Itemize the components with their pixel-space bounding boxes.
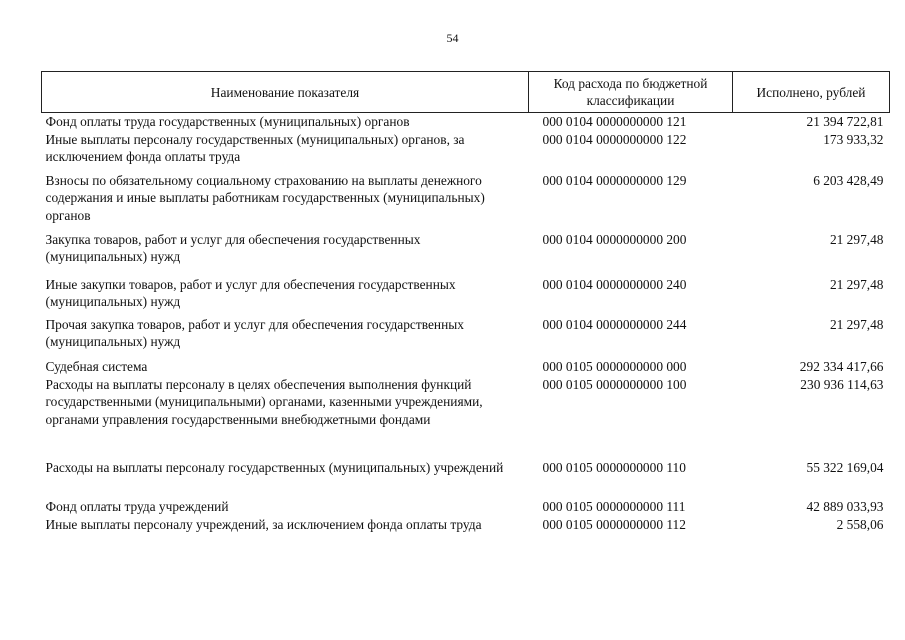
row-code: 000 0104 0000000000 240 <box>542 276 687 292</box>
row-code: 000 0105 0000000000 110 <box>542 459 686 475</box>
row-code: 000 0104 0000000000 200 <box>542 231 687 247</box>
table-row <box>42 459 890 498</box>
row-name: Взносы по обязательному социальному страхованию на выплаты денежного содержания и иные выплаты работникам государственных (муниципальных) органов <box>45 172 485 223</box>
row-name: Иные выплаты персоналу учреждений, за исключением фонда оплаты труда <box>45 516 482 532</box>
page-number: 54 <box>446 31 459 45</box>
row-amount: 21 297,48 <box>829 276 884 292</box>
row-amount: 21 394 722,81 <box>806 114 884 129</box>
row-name: Расходы на выплаты персоналу в целях обеспечения выполнения функций государственными (муниципальными) органами, казенными учреждениями, органами управления государственными внебюджетными фондами <box>45 376 483 427</box>
row-name: Судебная система <box>45 358 148 374</box>
row-name: Расходы на выплаты персоналу государственных (муниципальных) учреждений <box>45 459 504 475</box>
header-indicator-name: Наименование показателя <box>42 72 529 113</box>
row-code: 000 0105 0000000000 111 <box>542 498 686 514</box>
row-name: Прочая закупка товаров, работ и услуг для обеспечения государственных (муниципальных) нужд <box>45 316 464 349</box>
row-code: 000 0104 0000000000 244 <box>542 316 687 332</box>
table-row <box>42 358 890 376</box>
row-amount: 292 334 417,66 <box>799 358 884 374</box>
row-amount: 42 889 033,93 <box>806 498 884 514</box>
row-amount: 55 322 169,04 <box>806 459 884 475</box>
row-code: 000 0104 0000000000 122 <box>542 131 687 147</box>
row-amount: 6 203 428,49 <box>813 172 884 188</box>
row-amount: 230 936 114,63 <box>800 376 884 392</box>
header-executed-amount: Исполнено, рублей <box>733 72 890 113</box>
row-name: Иные выплаты персоналу государственных (муниципальных) органов, за исключением фонда оплаты труда <box>45 131 465 164</box>
row-code: 000 0105 0000000000 112 <box>542 516 686 532</box>
table-header-row <box>42 72 890 113</box>
row-name: Иные закупки товаров, работ и услуг для обеспечения государственных (муниципальных) нужд <box>45 276 456 309</box>
row-code: 000 0104 0000000000 121 <box>542 114 687 129</box>
table-row <box>42 131 890 172</box>
table-row <box>42 516 890 552</box>
table-row <box>42 376 890 459</box>
row-amount: 173 933,32 <box>823 131 884 147</box>
row-amount: 21 297,48 <box>829 316 884 332</box>
row-name: Фонд оплаты труда государственных (муниципальных) органов <box>45 114 410 129</box>
row-amount: 2 558,06 <box>836 516 884 532</box>
table-row <box>42 231 890 276</box>
header-budget-code: Код расхода по бюджетной классификации <box>529 72 733 113</box>
table-row <box>42 276 890 316</box>
row-name: Фонд оплаты труда учреждений <box>45 498 229 514</box>
table-row <box>42 172 890 231</box>
row-code: 000 0105 0000000000 100 <box>542 376 687 392</box>
row-code: 000 0105 0000000000 000 <box>542 358 687 374</box>
row-amount: 21 297,48 <box>829 231 884 247</box>
table-row <box>42 113 890 131</box>
row-code: 000 0104 0000000000 129 <box>542 172 687 188</box>
row-name: Закупка товаров, работ и услуг для обеспечения государственных (муниципальных) нужд <box>45 231 421 264</box>
expenditure-table <box>41 71 890 552</box>
table-row <box>42 498 890 516</box>
table-row <box>42 316 890 358</box>
